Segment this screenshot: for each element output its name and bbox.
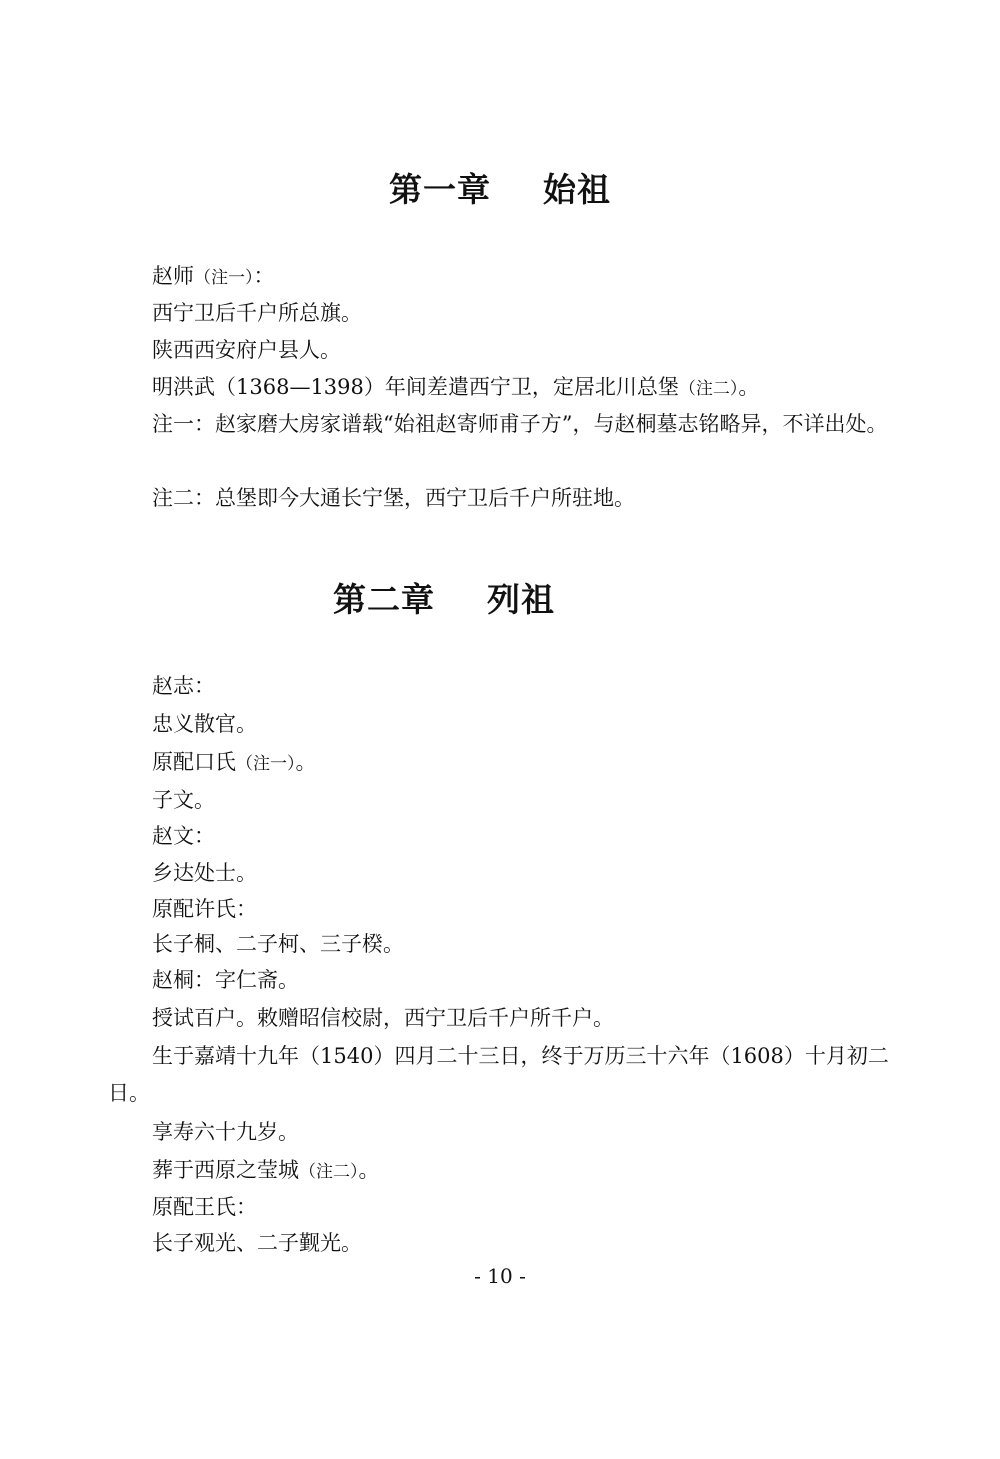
ch1-line-2: 西宁卫后千户所总旗。 xyxy=(152,301,362,325)
ch2-line-1: 赵志： xyxy=(152,674,215,698)
chapter-1-title xyxy=(0,170,1000,210)
ch1-line-1: 赵师（注一）： xyxy=(152,264,275,288)
chapter-1-number: 第一章 xyxy=(389,170,491,209)
ch1-line-4: 明洪武（1368—1398）年间差遣西宁卫，定居北川总堡（注二）。 xyxy=(152,375,760,399)
ch2-line-4: 子文。 xyxy=(152,788,215,812)
chapter-1-name: 始祖 xyxy=(543,170,611,209)
ch1-note-1: 注一：赵家磨大房家谱载“始祖赵寄师甫子方”，与赵桐墓志铭略异，不详出处。 xyxy=(152,412,888,436)
ch2-line-12: 享寿六十九岁。 xyxy=(152,1120,299,1144)
ch2-line-6: 乡达处士。 xyxy=(152,861,257,885)
chapter-2-title xyxy=(0,580,944,620)
ch2-line-3: 原配口氏（注一）。 xyxy=(152,750,317,774)
chapter-2-number: 第二章 xyxy=(333,580,435,619)
ch1-note-2: 注二：总堡即今大通长宁堡，西宁卫后千户所驻地。 xyxy=(152,486,635,510)
chapter-2-name: 列祖 xyxy=(487,580,555,619)
ch2-line-10: 授试百户。敕赠昭信校尉，西宁卫后千户所千户。 xyxy=(152,1006,614,1030)
ch2-line-9: 赵桐：字仁斋。 xyxy=(152,968,299,992)
ch2-line-11: 生于嘉靖十九年（1540）四月二十三日，终于万历三十六年（1608）十月初二日。 xyxy=(108,1044,889,1105)
ch2-line-15: 长子观光、二子觐光。 xyxy=(152,1231,362,1255)
ch2-line-14: 原配王氏： xyxy=(152,1195,257,1219)
ch2-line-7: 原配许氏： xyxy=(152,897,257,921)
ch2-line-5: 赵文： xyxy=(152,824,215,848)
ch1-line-3: 陕西西安府户县人。 xyxy=(152,338,341,362)
ch2-line-8: 长子桐、二子柯、三子楑。 xyxy=(152,932,404,956)
page-number: - 10 - xyxy=(474,1264,526,1288)
ch2-line-2: 忠义散官。 xyxy=(152,712,257,736)
ch2-line-13: 葬于西原之莹城（注二）。 xyxy=(152,1158,380,1182)
